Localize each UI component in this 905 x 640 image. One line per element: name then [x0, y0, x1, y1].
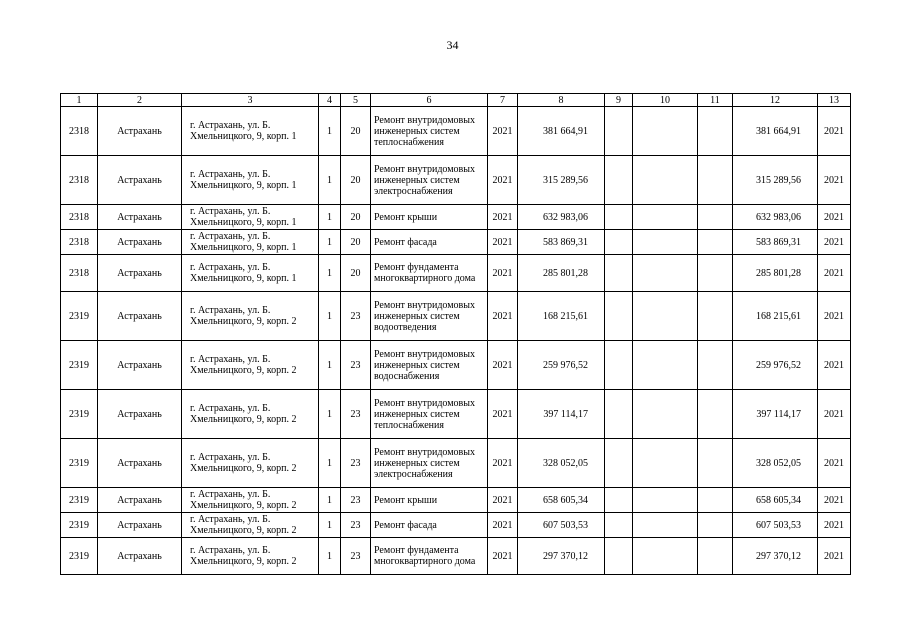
col11-cell [698, 230, 733, 255]
year-cell: 2021 [488, 341, 518, 390]
col4-cell: 1 [319, 205, 341, 230]
year-cell: 2021 [488, 439, 518, 488]
column-header: 9 [605, 94, 633, 107]
address-cell: г. Астрахань, ул. Б. Хмельницкого, 9, корп. 1 [182, 205, 319, 230]
address-cell: г. Астрахань, ул. Б. Хмельницкого, 9, корп. 2 [182, 390, 319, 439]
col9-cell [605, 538, 633, 575]
municipality-cell: Астрахань [98, 538, 182, 575]
object-id-cell: 2319 [61, 390, 98, 439]
col5-cell: 23 [341, 439, 371, 488]
col10-cell [633, 205, 698, 230]
col5-cell: 20 [341, 255, 371, 292]
cost-cell: 259 976,52 [518, 341, 605, 390]
municipality-cell: Астрахань [98, 205, 182, 230]
object-id-cell: 2319 [61, 513, 98, 538]
col9-cell [605, 255, 633, 292]
address-cell: г. Астрахань, ул. Б. Хмельницкого, 9, корп. 2 [182, 341, 319, 390]
cost-total-cell: 381 664,91 [733, 107, 818, 156]
col5-cell: 20 [341, 205, 371, 230]
table-row [61, 156, 851, 205]
municipality-cell: Астрахань [98, 390, 182, 439]
year-end-cell: 2021 [818, 488, 851, 513]
col4-cell: 1 [319, 513, 341, 538]
col10-cell [633, 513, 698, 538]
address-cell: г. Астрахань, ул. Б. Хмельницкого, 9, корп. 2 [182, 439, 319, 488]
col11-cell [698, 439, 733, 488]
col9-cell [605, 488, 633, 513]
object-id-cell: 2318 [61, 156, 98, 205]
cost-cell: 381 664,91 [518, 107, 605, 156]
header-row [61, 94, 851, 107]
object-id-cell: 2319 [61, 488, 98, 513]
col11-cell [698, 538, 733, 575]
cost-cell: 297 370,12 [518, 538, 605, 575]
object-id-cell: 2319 [61, 439, 98, 488]
col4-cell: 1 [319, 292, 341, 341]
cost-total-cell: 658 605,34 [733, 488, 818, 513]
col5-cell: 23 [341, 513, 371, 538]
table-row [61, 292, 851, 341]
col10-cell [633, 255, 698, 292]
col5-cell: 20 [341, 107, 371, 156]
year-cell: 2021 [488, 390, 518, 439]
cost-total-cell: 607 503,53 [733, 513, 818, 538]
cost-cell: 397 114,17 [518, 390, 605, 439]
cost-cell: 658 605,34 [518, 488, 605, 513]
work-type-cell: Ремонт внутридомовых инженерных систем водоотведения [371, 292, 488, 341]
column-header: 1 [61, 94, 98, 107]
col4-cell: 1 [319, 230, 341, 255]
table-row [61, 230, 851, 255]
col11-cell [698, 107, 733, 156]
work-type-cell: Ремонт внутридомовых инженерных систем теплоснабжения [371, 390, 488, 439]
col11-cell [698, 390, 733, 439]
object-id-cell: 2318 [61, 230, 98, 255]
page-number: 34 [446, 38, 459, 52]
table-row [61, 390, 851, 439]
col10-cell [633, 107, 698, 156]
work-type-cell: Ремонт внутридомовых инженерных систем электроснабжения [371, 439, 488, 488]
cost-total-cell: 315 289,56 [733, 156, 818, 205]
year-end-cell: 2021 [818, 513, 851, 538]
municipality-cell: Астрахань [98, 156, 182, 205]
object-id-cell: 2318 [61, 205, 98, 230]
work-type-cell: Ремонт внутридомовых инженерных систем водоснабжения [371, 341, 488, 390]
object-id-cell: 2319 [61, 341, 98, 390]
column-header: 12 [733, 94, 818, 107]
col4-cell: 1 [319, 255, 341, 292]
address-cell: г. Астрахань, ул. Б. Хмельницкого, 9, корп. 2 [182, 538, 319, 575]
year-end-cell: 2021 [818, 439, 851, 488]
col4-cell: 1 [319, 390, 341, 439]
work-type-cell: Ремонт фасада [371, 230, 488, 255]
col4-cell: 1 [319, 488, 341, 513]
cost-total-cell: 583 869,31 [733, 230, 818, 255]
address-cell: г. Астрахань, ул. Б. Хмельницкого, 9, корп. 2 [182, 513, 319, 538]
work-type-cell: Ремонт фундамента многоквартирного дома [371, 538, 488, 575]
col9-cell [605, 513, 633, 538]
col11-cell [698, 156, 733, 205]
year-end-cell: 2021 [818, 538, 851, 575]
address-cell: г. Астрахань, ул. Б. Хмельницкого, 9, корп. 1 [182, 156, 319, 205]
year-cell: 2021 [488, 205, 518, 230]
cost-cell: 632 983,06 [518, 205, 605, 230]
col10-cell [633, 488, 698, 513]
col9-cell [605, 292, 633, 341]
col4-cell: 1 [319, 538, 341, 575]
column-header: 10 [633, 94, 698, 107]
cost-total-cell: 297 370,12 [733, 538, 818, 575]
work-type-cell: Ремонт крыши [371, 205, 488, 230]
col4-cell: 1 [319, 341, 341, 390]
col11-cell [698, 205, 733, 230]
cost-total-cell: 632 983,06 [733, 205, 818, 230]
table-row [61, 107, 851, 156]
col4-cell: 1 [319, 107, 341, 156]
table-row [61, 538, 851, 575]
year-end-cell: 2021 [818, 255, 851, 292]
municipality-cell: Астрахань [98, 230, 182, 255]
cost-cell: 328 052,05 [518, 439, 605, 488]
municipality-cell: Астрахань [98, 341, 182, 390]
table-row [61, 439, 851, 488]
address-cell: г. Астрахань, ул. Б. Хмельницкого, 9, корп. 1 [182, 255, 319, 292]
municipality-cell: Астрахань [98, 439, 182, 488]
table-row [61, 255, 851, 292]
year-end-cell: 2021 [818, 341, 851, 390]
cost-cell: 168 215,61 [518, 292, 605, 341]
work-type-cell: Ремонт внутридомовых инженерных систем теплоснабжения [371, 107, 488, 156]
object-id-cell: 2318 [61, 255, 98, 292]
cost-cell: 583 869,31 [518, 230, 605, 255]
column-header: 8 [518, 94, 605, 107]
cost-cell: 315 289,56 [518, 156, 605, 205]
col11-cell [698, 513, 733, 538]
year-cell: 2021 [488, 513, 518, 538]
col9-cell [605, 156, 633, 205]
col5-cell: 23 [341, 488, 371, 513]
table-row [61, 488, 851, 513]
col9-cell [605, 341, 633, 390]
work-type-cell: Ремонт фасада [371, 513, 488, 538]
column-header: 6 [371, 94, 488, 107]
work-type-cell: Ремонт фундамента многоквартирного дома [371, 255, 488, 292]
object-id-cell: 2319 [61, 292, 98, 341]
column-header: 13 [818, 94, 851, 107]
col4-cell: 1 [319, 156, 341, 205]
table-row [61, 341, 851, 390]
address-cell: г. Астрахань, ул. Б. Хмельницкого, 9, корп. 1 [182, 107, 319, 156]
year-cell: 2021 [488, 538, 518, 575]
object-id-cell: 2318 [61, 107, 98, 156]
col10-cell [633, 390, 698, 439]
year-end-cell: 2021 [818, 107, 851, 156]
cost-total-cell: 168 215,61 [733, 292, 818, 341]
year-end-cell: 2021 [818, 390, 851, 439]
year-cell: 2021 [488, 292, 518, 341]
col10-cell [633, 538, 698, 575]
object-id-cell: 2319 [61, 538, 98, 575]
year-cell: 2021 [488, 488, 518, 513]
year-cell: 2021 [488, 230, 518, 255]
year-end-cell: 2021 [818, 205, 851, 230]
year-end-cell: 2021 [818, 156, 851, 205]
column-header: 11 [698, 94, 733, 107]
column-header: 3 [182, 94, 319, 107]
register-table [60, 93, 851, 575]
cost-total-cell: 285 801,28 [733, 255, 818, 292]
year-end-cell: 2021 [818, 292, 851, 341]
work-type-cell: Ремонт внутридомовых инженерных систем электроснабжения [371, 156, 488, 205]
col11-cell [698, 488, 733, 513]
municipality-cell: Астрахань [98, 292, 182, 341]
address-cell: г. Астрахань, ул. Б. Хмельницкого, 9, корп. 2 [182, 488, 319, 513]
col5-cell: 23 [341, 538, 371, 575]
col9-cell [605, 107, 633, 156]
col5-cell: 20 [341, 156, 371, 205]
col5-cell: 23 [341, 341, 371, 390]
col9-cell [605, 390, 633, 439]
table-row [61, 205, 851, 230]
col10-cell [633, 292, 698, 341]
cost-cell: 285 801,28 [518, 255, 605, 292]
cost-total-cell: 397 114,17 [733, 390, 818, 439]
year-end-cell: 2021 [818, 230, 851, 255]
col11-cell [698, 255, 733, 292]
col10-cell [633, 439, 698, 488]
column-header: 2 [98, 94, 182, 107]
address-cell: г. Астрахань, ул. Б. Хмельницкого, 9, корп. 2 [182, 292, 319, 341]
col11-cell [698, 292, 733, 341]
cost-total-cell: 328 052,05 [733, 439, 818, 488]
col9-cell [605, 439, 633, 488]
municipality-cell: Астрахань [98, 513, 182, 538]
col5-cell: 23 [341, 390, 371, 439]
col10-cell [633, 230, 698, 255]
municipality-cell: Астрахань [98, 107, 182, 156]
municipality-cell: Астрахань [98, 488, 182, 513]
work-type-cell: Ремонт крыши [371, 488, 488, 513]
col4-cell: 1 [319, 439, 341, 488]
col10-cell [633, 341, 698, 390]
col11-cell [698, 341, 733, 390]
column-header: 4 [319, 94, 341, 107]
year-cell: 2021 [488, 255, 518, 292]
column-header: 7 [488, 94, 518, 107]
col10-cell [633, 156, 698, 205]
cost-total-cell: 259 976,52 [733, 341, 818, 390]
col9-cell [605, 205, 633, 230]
table-row [61, 513, 851, 538]
cost-cell: 607 503,53 [518, 513, 605, 538]
year-cell: 2021 [488, 156, 518, 205]
col5-cell: 20 [341, 230, 371, 255]
col9-cell [605, 230, 633, 255]
column-header: 5 [341, 94, 371, 107]
col5-cell: 23 [341, 292, 371, 341]
municipality-cell: Астрахань [98, 255, 182, 292]
address-cell: г. Астрахань, ул. Б. Хмельницкого, 9, корп. 1 [182, 230, 319, 255]
year-cell: 2021 [488, 107, 518, 156]
